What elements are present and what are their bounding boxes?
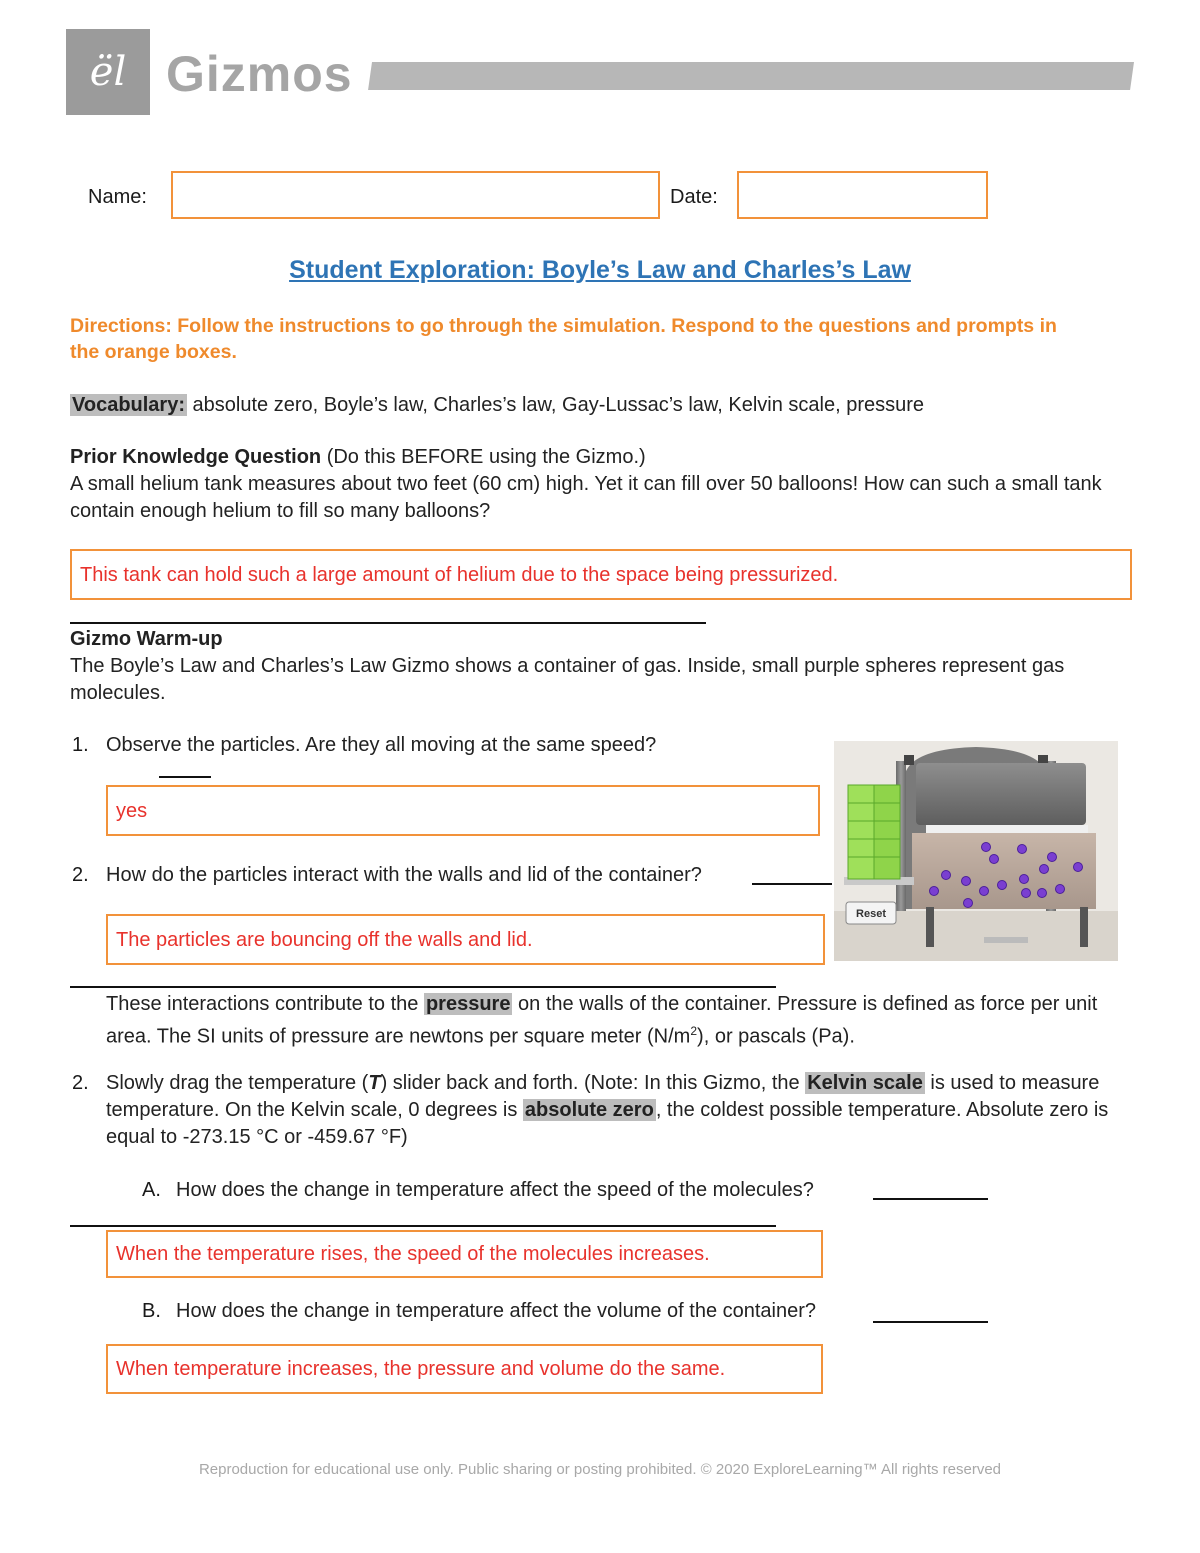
pressure-note-mid: on the walls of the container. Pressure is defined as force per unit area. The SI units of pressure are newtons per square meter (N/m bbox=[106, 993, 1098, 1048]
term-pressure: pressure bbox=[425, 993, 511, 1015]
name-field[interactable] bbox=[171, 171, 660, 219]
vocabulary-terms: absolute zero, Boyle’s law, Charles’s law, Gay-Lussac’s law, Kelvin scale, pressure bbox=[187, 394, 925, 416]
weights-stack bbox=[848, 785, 900, 879]
gizmo-screenshot bbox=[834, 741, 1118, 961]
prior-heading: Prior Knowledge Question bbox=[70, 446, 322, 468]
page-title: Student Exploration: Boyle’s Law and Charles’s Law bbox=[289, 256, 911, 284]
q1-answer: yes bbox=[116, 799, 148, 822]
q3-text-3: is used to measure temperature. On the Kelvin scale, 0 degrees is bbox=[106, 1072, 1100, 1121]
header-bar bbox=[368, 62, 1134, 90]
qa-answer-line bbox=[873, 1198, 988, 1200]
qa-text: How does the change in temperature affect the speed of the molecules? bbox=[176, 1179, 814, 1201]
warmup-intro: The Boyle’s Law and Charles’s Law Gizmo shows a container of gas. Inside, small purple spheres represent gas molecules. bbox=[70, 655, 1065, 704]
q3-text-2: ) slider back and forth. (Note: In this Gizmo, the bbox=[380, 1072, 806, 1094]
vocabulary-label: Vocabulary: bbox=[72, 394, 185, 416]
qb-answer: When temperature increases, the pressure and volume do the same. bbox=[116, 1358, 726, 1380]
prior-heading-note: (Do this BEFORE using the Gizmo.) bbox=[321, 446, 646, 468]
qb-answer-line bbox=[873, 1321, 988, 1323]
q3-text-4: , the coldest possible temperature. Absolute zero is equal to -273.15 °C or -459.67 °F) bbox=[106, 1099, 1109, 1148]
var-t: T bbox=[368, 1072, 381, 1094]
warmup-heading: Gizmo Warm-up bbox=[70, 628, 223, 650]
date-label: Date: bbox=[670, 186, 718, 208]
q2-text: How do the particles interact with the walls and lid of the container? bbox=[106, 864, 702, 886]
term-absolute-zero: absolute zero bbox=[524, 1099, 654, 1121]
q2-answer-line bbox=[752, 883, 832, 885]
qa-long-line bbox=[70, 1225, 776, 1227]
logo bbox=[66, 29, 150, 115]
pressure-note-pre: These interactions contribute to the bbox=[106, 993, 424, 1015]
footer: Reproduction for educational use only. Public sharing or posting prohibited. © 2020 ExploreLearning™ All rights reserved bbox=[198, 1461, 1002, 1478]
logo-mark: ël bbox=[89, 49, 127, 95]
q1-number: 1. bbox=[72, 734, 89, 756]
name-label: Name: bbox=[88, 186, 147, 208]
qa-answer-box[interactable] bbox=[106, 1230, 823, 1278]
q2-answer-box[interactable] bbox=[106, 914, 825, 965]
prior-heading-line bbox=[70, 444, 1130, 471]
q1-text: Observe the particles. Are they all moving at the same speed? bbox=[106, 734, 657, 756]
brand-name: Gizmos bbox=[166, 46, 353, 102]
gizmo-illustration bbox=[834, 741, 1118, 961]
vocabulary bbox=[70, 392, 1130, 419]
pressure-superscript: 2 bbox=[690, 1024, 698, 1038]
reset-label: Reset bbox=[856, 908, 886, 920]
prior-question: A small helium tank measures about two feet (60 cm) high. Yet it can fill over 50 balloons! How can such a small tank contain enough helium to fill so many balloons? bbox=[70, 473, 1102, 522]
prior-answer: This tank can hold such a large amount of helium due to the space being pressurized. bbox=[80, 563, 839, 586]
answer-line bbox=[70, 622, 706, 624]
q3-text-1: Slowly drag the temperature ( bbox=[106, 1072, 369, 1094]
q1-answer-line bbox=[159, 776, 211, 778]
q2-number: 2. bbox=[72, 864, 89, 886]
q1-answer-box[interactable] bbox=[106, 785, 820, 836]
qa-letter: A. bbox=[142, 1179, 161, 1201]
date-field[interactable] bbox=[737, 171, 988, 219]
q2-answer: The particles are bouncing off the walls and lid. bbox=[116, 928, 533, 951]
qb-letter: B. bbox=[142, 1300, 161, 1322]
prior-answer-box[interactable] bbox=[70, 549, 1132, 600]
pressure-note bbox=[106, 991, 1136, 1051]
term-kelvin-scale: Kelvin scale bbox=[807, 1072, 923, 1094]
qa-answer: When the temperature rises, the speed of the molecules increases. bbox=[116, 1243, 710, 1265]
q3-text bbox=[106, 1070, 1136, 1151]
q2-long-line bbox=[70, 986, 776, 988]
qb-answer-box[interactable] bbox=[106, 1344, 823, 1394]
directions: Directions: Follow the instructions to go through the simulation. Respond to the questions and prompts in the orange boxes. bbox=[70, 315, 1057, 363]
q3-number: 2. bbox=[72, 1072, 89, 1094]
pressure-note-post: ), or pascals (Pa). bbox=[697, 1025, 855, 1048]
qb-text: How does the change in temperature affect the volume of the container? bbox=[176, 1300, 817, 1322]
